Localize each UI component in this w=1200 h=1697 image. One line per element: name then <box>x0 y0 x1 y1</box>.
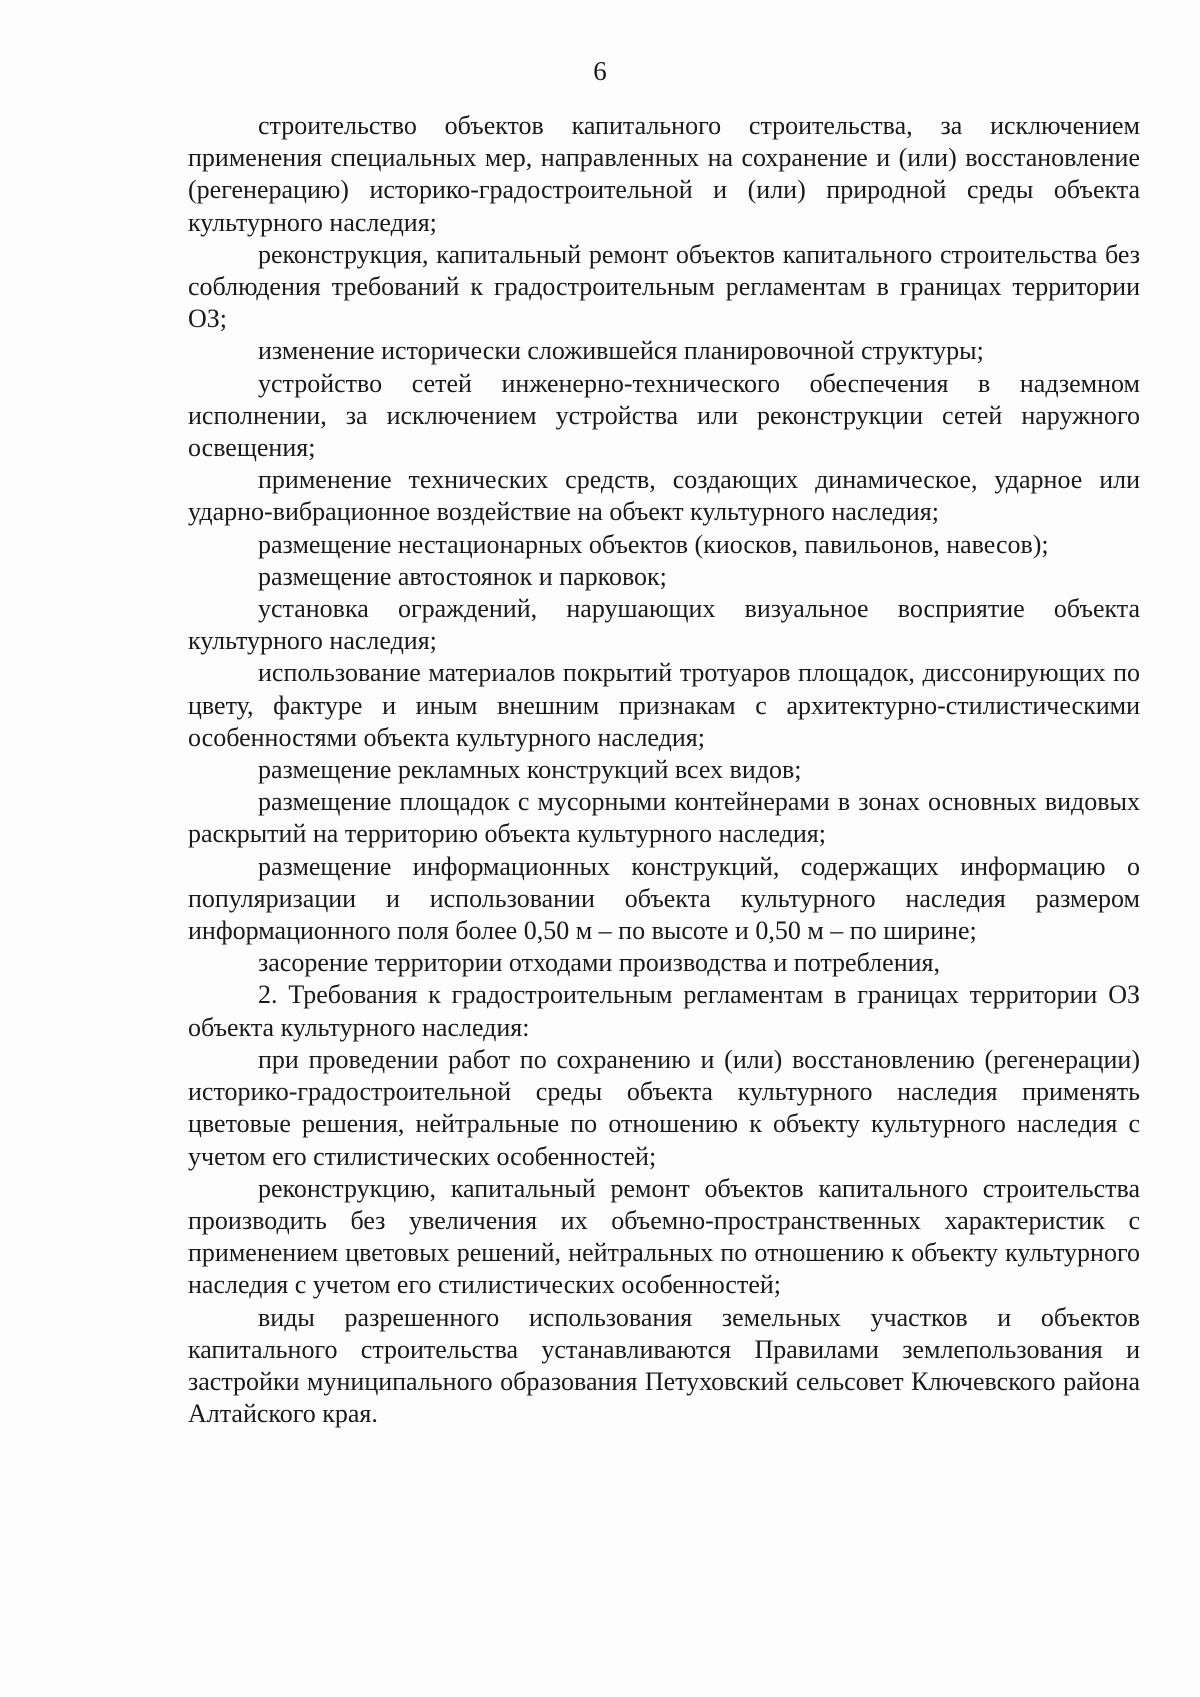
paragraph: размещение площадок с мусорными контейнерами в зонах основных видовых раскрытий на территорию объекта культурного наследия; <box>188 787 1140 849</box>
paragraph: реконструкцию, капитальный ремонт объектов капитального строительства производить без увеличения их объемно-пространственных характеристик с применением цветовых решений, нейтральных по отношению к объекту культурного наследия с учетом его стилистических особенностей; <box>188 1173 1140 1300</box>
paragraph: размещение информационных конструкций, содержащих информацию о популяризации и использовании объекта культурного наследия размером информационного поля более 0,50 м – по высоте и 0,50 м – по ширине; <box>188 851 1140 946</box>
page-number: 6 <box>593 56 607 86</box>
section-heading-paragraph: 2. Требования к градостроительным регламентам в границах территории ОЗ объекта культурного наследия: <box>188 980 1140 1042</box>
paragraph: применение технических средств, создающих динамическое, ударное или ударно-вибрационное воздействие на объект культурного наследия; <box>188 465 1140 527</box>
paragraph: при проведении работ по сохранению и (или) восстановлению (регенерации) историко-градостроительной среды объекта культурного наследия применять цветовые решения, нейтральные по отношению к объекту культурного наследия с учетом его стилистических особенностей; <box>188 1044 1140 1171</box>
paragraph: размещение автостоянок и парковок; <box>258 561 667 591</box>
paragraph: изменение исторически сложившейся планировочной структуры; <box>258 336 984 366</box>
paragraph: устройство сетей инженерно-технического обеспечения в надземном исполнении, за исключением устройства или реконструкции сетей наружного освещения; <box>188 368 1140 463</box>
paragraph: засорение территории отходами производства и потребления, <box>258 948 940 978</box>
paragraph: размещение нестационарных объектов (киосков, павильонов, навесов); <box>258 529 1049 559</box>
paragraph: размещение рекламных конструкций всех видов; <box>258 755 802 785</box>
paragraph: установка ограждений, нарушающих визуальное восприятие объекта культурного наследия; <box>188 594 1140 656</box>
paragraph: реконструкция, капитальный ремонт объектов капитального строительства без соблюдения требований к градостроительным регламентам в границах территории ОЗ; <box>188 239 1140 334</box>
paragraph: строительство объектов капитального строительства, за исключением применения специальных мер, направленных на сохранение и (или) восстановление (регенерацию) историко-градостроительной и (или) природной среды объекта культурного наследия; <box>188 111 1140 237</box>
paragraph: использование материалов покрытий тротуаров площадок, диссонирующих по цвету, фактуре и иным внешним признакам с архитектурно-стилистическими особенностями объекта культурного наследия; <box>188 658 1140 752</box>
document-body <box>188 110 1140 1430</box>
paragraph: виды разрешенного использования земельных участков и объектов капитального строительства устанавливаются Правилами землепользования и застройки муниципального образования Петуховский сельсовет Ключевского района Алтайского края. <box>188 1302 1140 1429</box>
